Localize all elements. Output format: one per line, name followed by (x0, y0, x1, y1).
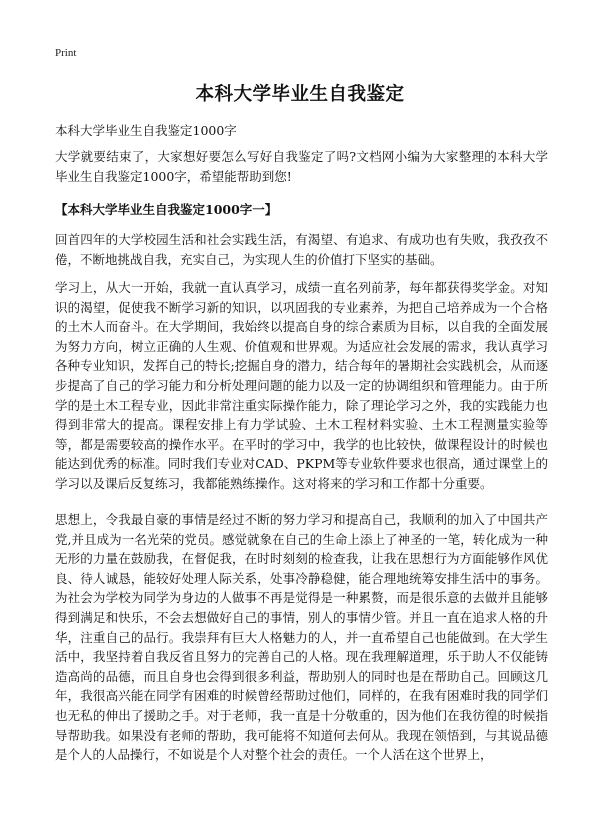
page-subtitle: 本科大学毕业生自我鉴定1000字 (55, 123, 237, 138)
intro-paragraph: 大学就要结束了，大家想好要怎么写好自我鉴定了吗?文档网小编为大家整理的本科大学毕业生自我鉴定1000字，希望能帮助到您! (55, 149, 548, 184)
print-link[interactable]: Print (55, 47, 77, 59)
body-paragraph: 思想上，令我最自豪的事情是经过不断的努力学习和提高自己，我顺利的加入了中国共产党,并且成为一名光荣的党员。感觉就象在自己的生命上添上了神圣的一笔，转化成为一种无形的力量在鼓励我，在督促我，在时时刻刻的检查我，让我在思想行为方面能够作风优良、待人诚恳，能较好处理人际关系，处事冷静稳健，能合理地统筹安排生活中的事务。为社会为学校为同学为身边的人做事不再是觉得是一种累赘，而是很乐意的去做并且能够得到满足和快乐，不会去想做好自己的事情，别人的事情少管。并且一直在追求人格的升华，注重自己的品行。我崇拜有巨大人格魅力的人，并一直希望自己也能做到。在大学生活中，我坚持着自我反省且努力的完善自己的人格。现在我理解道理，乐于助人不仅能铸造高尚的品德，而且自身也会得到很多利益，帮助别人的同时也是在帮助自己。回顾这几年，我很高兴能在同学有困难的时候曾经帮助过他们，同样的，在我有困难时我的同学们也无私的伸出了援助之手。对于老师，我一直是十分敬重的，因为他们在我彷徨的时候指导帮助我。如果没有老师的帮助，我可能将不知道何去何从。我现在领悟到，与其说品德是个人的人品操行，不如说是个人对整个社会的责任。一个人活在这个世界上， (55, 512, 548, 763)
page-title: 本科大学毕业生自我鉴定 (195, 84, 405, 105)
body-paragraph: 回首四年的大学校园生活和社会实践生活，有渴望、有追求、有成功也有失败，我孜孜不倦，不断地挑战自我，充实自己，为实现人生的价值打下坚实的基础。 (55, 232, 548, 267)
body-paragraph: 学习上，从大一开始，我就一直认真学习，成绩一直名列前茅，每年都获得奖学金。对知识的渴望，促使我不断学习新的知识，以巩固我的专业素养，为把自己培养成为一个合格的土木人而奋斗。在大学期间，我始终以提高自身的综合素质为目标，以自我的全面发展为努力方向，树立正确的人生观、价值观和世界观。为适应社会发展的需求，我认真学习各种专业知识，发挥自己的特长;挖掘自身的潜力，结合每年的暑期社会实践机会，从而逐步提高了自己的学习能力和分析处理问题的能力以及一定的协调组织和管理能力。由于所学的是土木工程专业，因此非常注重实际操作能力，除了理论学习之外，我的实践能力也得到非常大的提高。课程安排上有力学试验、土木工程材料实验、土木工程测量实验等等，都是需要较高的操作水平。在平时的学习中，我学的也比较快，做课程设计的时候也能达到优秀的标准。同时我们专业对CAD、PKPM等专业软件要求也很高，通过课堂上的学习以及课后反复练习，我都能熟练操作。这对将来的学习和工作都十分重要。 (55, 280, 548, 491)
section-heading: 【本科大学毕业生自我鉴定1000字一】 (55, 202, 278, 217)
